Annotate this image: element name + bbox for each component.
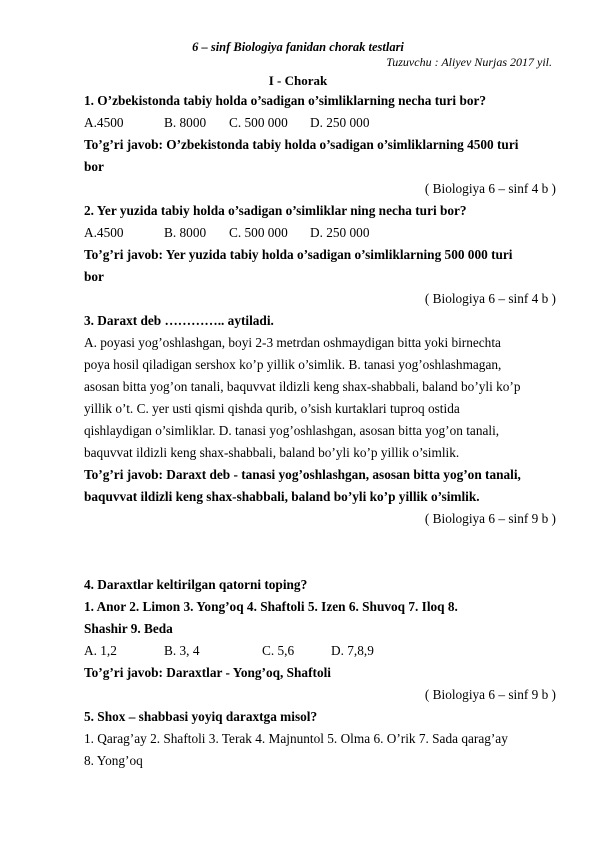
author-line: Tuzuvchu : Aliyev Nurjas 2017 yil.	[386, 55, 552, 69]
answer-3-line-2: baquvvat ildizli keng shax-shabbali, baland bo’yli ko’p yillik o’simlik.	[84, 489, 480, 504]
option-a: A.4500	[84, 225, 124, 240]
question-1	[84, 90, 560, 200]
option-d: D. 250 000	[310, 225, 370, 240]
question-5-text: 5. Shox – shabbasi yoyiq daraxtga misol?	[84, 709, 318, 724]
option-line: baquvvat ildizli keng shax-shabbali, baland bo’yli ko’p yillik o’simlik.	[84, 445, 460, 460]
question-1-options	[84, 112, 560, 134]
option-b: B. 3, 4	[164, 643, 200, 658]
option-c: C. 500 000	[229, 115, 288, 130]
answer-2-line-2: bor	[84, 269, 104, 284]
answer-1-line-2: bor	[84, 159, 104, 174]
question-2-text: 2. Yer yuzida tabiy holda o’sadigan o’simliklar ning necha turi bor?	[84, 203, 467, 218]
option-a: A. 1,2	[84, 643, 117, 658]
question-3-options	[84, 332, 560, 464]
option-b: B. 8000	[164, 225, 207, 240]
option-line: A. poyasi yog’oshlashgan, boyi 2-3 metrdan oshmaydigan bitta yoki birnechta	[84, 335, 501, 350]
reference-2: ( Biologiya 6 – sinf 4 b )	[424, 291, 556, 306]
document-title: 6 – sinf Biologiya fanidan chorak testlari	[192, 40, 404, 54]
answer-3-line-1: To’g’ri javob: Daraxt deb - tanasi yog’oshlashgan, asosan bitta yog’on tanali,	[84, 467, 521, 482]
question-2	[84, 200, 560, 310]
reference-1: ( Biologiya 6 – sinf 4 b )	[424, 181, 556, 196]
answer-2-line-1: To’g’ri javob: Yer yuzida tabiy holda o’sadigan o’simliklarning 500 000 turi	[84, 247, 513, 262]
question-4-items-line-2: Shashir 9. Beda	[84, 621, 173, 636]
option-line: qishlaydigan o’simliklar. D. tanasi yog’oshlashgan, asosan bitta yog’on tanali,	[84, 423, 500, 438]
reference-4: ( Biologiya 6 – sinf 9 b )	[424, 687, 556, 702]
question-3-text: 3. Daraxt deb ………….. aytiladi.	[84, 313, 274, 328]
question-2-options	[84, 222, 560, 244]
option-c: C. 500 000	[229, 225, 288, 240]
question-4-options	[84, 640, 560, 662]
option-line: yillik o’t. C. yer usti qismi qishda qurib, o’sish kurtaklari tuproq ostida	[84, 401, 460, 416]
answer-4: To’g’ri javob: Daraxtlar - Yong’oq, Shaftoli	[84, 665, 331, 680]
option-b: B. 8000	[164, 115, 207, 130]
question-4	[84, 574, 560, 706]
question-5	[84, 706, 560, 772]
option-a: A.4500	[84, 115, 124, 130]
option-d: D. 7,8,9	[331, 643, 374, 658]
question-5-items-line-1: 1. Qarag’ay 2. Shaftoli 3. Terak 4. Majnuntol 5. Olma 6. O’rik 7. Sada qarag’ay	[84, 731, 508, 746]
option-d: D. 250 000	[310, 115, 370, 130]
option-line: asosan bitta yog’on tanali, baquvvat ildizli keng shax-shabbali, baland bo’yli ko’p	[84, 379, 521, 394]
reference-3: ( Biologiya 6 – sinf 9 b )	[424, 511, 556, 526]
option-line: poya hosil qiladigan sershox ko’p yillik o’simlik. B. tanasi yog’oshlashmagan,	[84, 357, 502, 372]
answer-1-line-1: To’g’ri javob: O’zbekistonda tabiy holda o’sadigan o’simliklarning 4500 turi	[84, 137, 519, 152]
question-5-items-line-2: 8. Yong’oq	[84, 753, 143, 768]
option-c: C. 5,6	[262, 643, 295, 658]
question-4-text: 4. Daraxtlar keltirilgan qatorni toping?	[84, 577, 308, 592]
question-1-text: 1. O’zbekistonda tabiy holda o’sadigan o’simliklarning necha turi bor?	[84, 93, 487, 108]
question-3	[84, 310, 560, 530]
section-heading: I - Chorak	[268, 73, 328, 88]
question-4-items-line-1: 1. Anor 2. Limon 3. Yong’oq 4. Shaftoli 5. Izen 6. Shuvoq 7. Iloq 8.	[84, 599, 458, 614]
